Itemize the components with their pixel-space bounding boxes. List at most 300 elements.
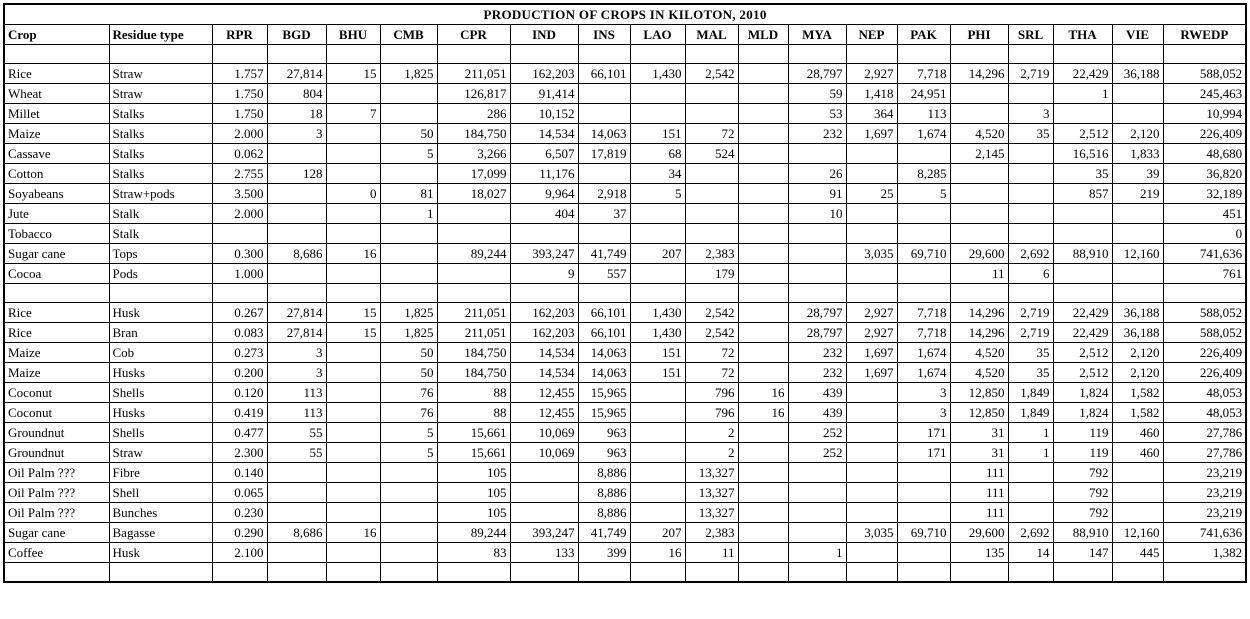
cell: 162,203 xyxy=(510,303,578,323)
cell xyxy=(630,483,685,503)
cell: 1.750 xyxy=(212,84,267,104)
cell xyxy=(1112,84,1163,104)
cell xyxy=(326,563,380,582)
cell xyxy=(1008,184,1053,204)
cell: 133 xyxy=(510,543,578,563)
table-row xyxy=(4,84,1246,104)
cell: 16 xyxy=(630,543,685,563)
cell xyxy=(1008,45,1053,64)
cell: 232 xyxy=(788,363,846,383)
cell: 13,327 xyxy=(685,503,738,523)
cell xyxy=(788,45,846,64)
cell: 10,152 xyxy=(510,104,578,124)
cell: 12,455 xyxy=(510,383,578,403)
cell xyxy=(578,563,630,582)
cell: 119 xyxy=(1053,443,1112,463)
cell xyxy=(897,144,950,164)
cell: Groundnut xyxy=(4,423,109,443)
table-row xyxy=(4,543,1246,563)
cell: 179 xyxy=(685,264,738,284)
cell xyxy=(578,224,630,244)
cell: 1,849 xyxy=(1008,403,1053,423)
cell: 792 xyxy=(1053,483,1112,503)
cell: 792 xyxy=(1053,463,1112,483)
cell: 0.273 xyxy=(212,343,267,363)
cell: 3 xyxy=(1008,104,1053,124)
cell: Shells xyxy=(109,383,212,403)
table-row xyxy=(4,523,1246,543)
cell: Oil Palm ??? xyxy=(4,503,109,523)
cell: 3 xyxy=(267,343,326,363)
cell: 0.230 xyxy=(212,503,267,523)
cell: 0.140 xyxy=(212,463,267,483)
cell: 111 xyxy=(950,483,1008,503)
cell: 66,101 xyxy=(578,323,630,343)
cell xyxy=(630,463,685,483)
cell: 451 xyxy=(1163,204,1246,224)
cell xyxy=(630,503,685,523)
cell: 35 xyxy=(1008,124,1053,144)
cell xyxy=(846,563,897,582)
cell: 761 xyxy=(1163,264,1246,284)
cell: Straw xyxy=(109,84,212,104)
table-title: PRODUCTION OF CROPS IN KILOTON, 2010 xyxy=(4,4,1246,25)
table-row xyxy=(4,423,1246,443)
cell: 2,542 xyxy=(685,64,738,84)
cell: 72 xyxy=(685,124,738,144)
cell xyxy=(738,303,788,323)
cell xyxy=(326,224,380,244)
cell: 2,542 xyxy=(685,303,738,323)
cell xyxy=(1008,483,1053,503)
cell: 15 xyxy=(326,323,380,343)
cell: 364 xyxy=(846,104,897,124)
cell: 211,051 xyxy=(437,64,510,84)
cell xyxy=(846,164,897,184)
cell: 11 xyxy=(950,264,1008,284)
cell: 151 xyxy=(630,343,685,363)
cell xyxy=(326,84,380,104)
cell: 35 xyxy=(1008,343,1053,363)
cell: 0.419 xyxy=(212,403,267,423)
cell: Rice xyxy=(4,323,109,343)
cell: 1 xyxy=(788,543,846,563)
cell xyxy=(738,124,788,144)
cell xyxy=(109,284,212,303)
cell: 741,636 xyxy=(1163,244,1246,264)
cell: 55 xyxy=(267,443,326,463)
cell: 17,099 xyxy=(437,164,510,184)
cell xyxy=(950,104,1008,124)
cell xyxy=(897,204,950,224)
column-header-bhu: BHU xyxy=(326,25,380,45)
cell: 8,886 xyxy=(578,483,630,503)
cell: 35 xyxy=(1008,363,1053,383)
cell: 0.290 xyxy=(212,523,267,543)
cell xyxy=(630,204,685,224)
cell: 1,674 xyxy=(897,124,950,144)
cell: 3,035 xyxy=(846,244,897,264)
cell: 2,927 xyxy=(846,64,897,84)
table-row xyxy=(4,45,1246,64)
cell: Cocoa xyxy=(4,264,109,284)
cell xyxy=(380,104,437,124)
cell xyxy=(510,503,578,523)
cell: Sugar cane xyxy=(4,244,109,264)
cell xyxy=(897,563,950,582)
cell: Jute xyxy=(4,204,109,224)
cell: 59 xyxy=(788,84,846,104)
cell xyxy=(630,284,685,303)
cell: 2,719 xyxy=(1008,323,1053,343)
cell: 524 xyxy=(685,144,738,164)
column-header-rpr: RPR xyxy=(212,25,267,45)
cell: 14,534 xyxy=(510,343,578,363)
cell: Maize xyxy=(4,124,109,144)
cell: 3,266 xyxy=(437,144,510,164)
cell: 15,661 xyxy=(437,423,510,443)
cell: 3 xyxy=(897,383,950,403)
cell: 393,247 xyxy=(510,244,578,264)
cell: 105 xyxy=(437,503,510,523)
cell: 252 xyxy=(788,423,846,443)
cell: Stalks xyxy=(109,164,212,184)
cell xyxy=(326,144,380,164)
cell: 113 xyxy=(267,403,326,423)
cell: 171 xyxy=(897,423,950,443)
cell xyxy=(510,224,578,244)
title-row xyxy=(4,4,1246,25)
cell xyxy=(1112,104,1163,124)
cell: Straw+pods xyxy=(109,184,212,204)
cell: 69,710 xyxy=(897,244,950,264)
cell: 1,430 xyxy=(630,64,685,84)
cell: 0.120 xyxy=(212,383,267,403)
table-row xyxy=(4,403,1246,423)
cell: Stalks xyxy=(109,144,212,164)
cell: 24,951 xyxy=(897,84,950,104)
cell xyxy=(326,463,380,483)
cell xyxy=(1008,224,1053,244)
table-row xyxy=(4,244,1246,264)
cell: 88,910 xyxy=(1053,523,1112,543)
cell: 66,101 xyxy=(578,64,630,84)
cell xyxy=(267,264,326,284)
cell xyxy=(1112,503,1163,523)
cell: 41,749 xyxy=(578,244,630,264)
table-row xyxy=(4,343,1246,363)
cell: Husks xyxy=(109,403,212,423)
cell: Maize xyxy=(4,363,109,383)
cell xyxy=(326,284,380,303)
table-row xyxy=(4,363,1246,383)
cell xyxy=(630,224,685,244)
cell xyxy=(788,244,846,264)
cell: Maize xyxy=(4,343,109,363)
cell: 27,786 xyxy=(1163,443,1246,463)
cell xyxy=(846,483,897,503)
cell: 1.750 xyxy=(212,104,267,124)
cell: 0.065 xyxy=(212,483,267,503)
cell: 72 xyxy=(685,363,738,383)
column-header-tha: THA xyxy=(1053,25,1112,45)
cell: Straw xyxy=(109,64,212,84)
cell: 588,052 xyxy=(1163,64,1246,84)
cell: 2.000 xyxy=(212,124,267,144)
cell xyxy=(326,124,380,144)
cell: 1,430 xyxy=(630,303,685,323)
cell xyxy=(1112,463,1163,483)
cell: 162,203 xyxy=(510,64,578,84)
cell: 5 xyxy=(380,144,437,164)
cell: 50 xyxy=(380,343,437,363)
cell xyxy=(1053,104,1112,124)
cell xyxy=(326,483,380,503)
cell xyxy=(380,244,437,264)
cell xyxy=(380,563,437,582)
cell xyxy=(578,45,630,64)
cell xyxy=(788,523,846,543)
cell: 1 xyxy=(1008,443,1053,463)
cell xyxy=(950,164,1008,184)
cell: Husk xyxy=(109,303,212,323)
cell xyxy=(1163,45,1246,64)
cell: 88 xyxy=(437,403,510,423)
cell xyxy=(1053,224,1112,244)
cell xyxy=(326,363,380,383)
cell: 105 xyxy=(437,483,510,503)
cell: 27,814 xyxy=(267,64,326,84)
cell xyxy=(846,403,897,423)
cell: 0.062 xyxy=(212,144,267,164)
cell: 0.083 xyxy=(212,323,267,343)
cell: 14,534 xyxy=(510,124,578,144)
cell xyxy=(437,264,510,284)
cell xyxy=(437,563,510,582)
cell xyxy=(380,84,437,104)
cell: 439 xyxy=(788,383,846,403)
cell: 3 xyxy=(267,363,326,383)
cell xyxy=(738,224,788,244)
cell xyxy=(788,284,846,303)
cell: 12,160 xyxy=(1112,523,1163,543)
cell xyxy=(1008,563,1053,582)
cell: 1 xyxy=(1053,84,1112,104)
column-header-mal: MAL xyxy=(685,25,738,45)
cell: 1,382 xyxy=(1163,543,1246,563)
column-header-vie: VIE xyxy=(1112,25,1163,45)
cell xyxy=(846,224,897,244)
cell xyxy=(4,563,109,582)
cell: 245,463 xyxy=(1163,84,1246,104)
cell: 2,383 xyxy=(685,523,738,543)
cell xyxy=(788,503,846,523)
cell: 10,994 xyxy=(1163,104,1246,124)
cell: 68 xyxy=(630,144,685,164)
table-row xyxy=(4,483,1246,503)
cell xyxy=(685,84,738,104)
cell xyxy=(897,503,950,523)
cell: 2,719 xyxy=(1008,303,1053,323)
cell: 88,910 xyxy=(1053,244,1112,264)
cell: 5 xyxy=(897,184,950,204)
cell xyxy=(846,264,897,284)
cell: 113 xyxy=(267,383,326,403)
cell: Coconut xyxy=(4,383,109,403)
cell xyxy=(685,184,738,204)
cell xyxy=(685,224,738,244)
cell: 16 xyxy=(738,383,788,403)
cell xyxy=(1112,264,1163,284)
cell: 91,414 xyxy=(510,84,578,104)
column-header-crop: Crop xyxy=(4,25,109,45)
cell: 34 xyxy=(630,164,685,184)
cell: 460 xyxy=(1112,423,1163,443)
cell xyxy=(109,563,212,582)
cell: 14,063 xyxy=(578,343,630,363)
cell xyxy=(897,543,950,563)
cell xyxy=(788,264,846,284)
cell: 12,850 xyxy=(950,383,1008,403)
cell: 14,296 xyxy=(950,303,1008,323)
cell: 557 xyxy=(578,264,630,284)
cell: 10,069 xyxy=(510,443,578,463)
cell: Husks xyxy=(109,363,212,383)
cell: 105 xyxy=(437,463,510,483)
cell: Oil Palm ??? xyxy=(4,463,109,483)
cell: 72 xyxy=(685,343,738,363)
cell xyxy=(685,45,738,64)
cell: 14,063 xyxy=(578,124,630,144)
cell xyxy=(950,184,1008,204)
cell xyxy=(738,503,788,523)
cell: 14,534 xyxy=(510,363,578,383)
cell: 29,600 xyxy=(950,244,1008,264)
cell xyxy=(578,164,630,184)
cell: 12,455 xyxy=(510,403,578,423)
cell: 83 xyxy=(437,543,510,563)
cell xyxy=(738,363,788,383)
cell xyxy=(380,483,437,503)
cell xyxy=(326,343,380,363)
cell xyxy=(685,284,738,303)
cell: 207 xyxy=(630,523,685,543)
column-header-cpr: CPR xyxy=(437,25,510,45)
cell xyxy=(738,64,788,84)
cell xyxy=(630,423,685,443)
cell: 1,825 xyxy=(380,323,437,343)
cell: 393,247 xyxy=(510,523,578,543)
cell: 128 xyxy=(267,164,326,184)
cell: Stalk xyxy=(109,204,212,224)
cell: 29,600 xyxy=(950,523,1008,543)
cell xyxy=(380,523,437,543)
cell: 14,296 xyxy=(950,323,1008,343)
column-header-mya: MYA xyxy=(788,25,846,45)
cell: Bagasse xyxy=(109,523,212,543)
cell: Bran xyxy=(109,323,212,343)
cell: 50 xyxy=(380,363,437,383)
table-row xyxy=(4,383,1246,403)
cell: 22,429 xyxy=(1053,303,1112,323)
cell: 39 xyxy=(1112,164,1163,184)
cell: 2.100 xyxy=(212,543,267,563)
cell xyxy=(738,343,788,363)
cell: 211,051 xyxy=(437,303,510,323)
cell xyxy=(267,184,326,204)
cell: 27,814 xyxy=(267,323,326,343)
cell: 1.757 xyxy=(212,64,267,84)
cell: 1,582 xyxy=(1112,403,1163,423)
cell: 588,052 xyxy=(1163,323,1246,343)
cell: 7,718 xyxy=(897,303,950,323)
cell: 2.755 xyxy=(212,164,267,184)
cell xyxy=(326,45,380,64)
cell: 7,718 xyxy=(897,64,950,84)
column-header-lao: LAO xyxy=(630,25,685,45)
cell xyxy=(788,463,846,483)
cell: 36,188 xyxy=(1112,64,1163,84)
cell: 184,750 xyxy=(437,363,510,383)
cell: 151 xyxy=(630,363,685,383)
cell: 135 xyxy=(950,543,1008,563)
cell: 2.000 xyxy=(212,204,267,224)
cell: 1,697 xyxy=(846,363,897,383)
cell: 0.200 xyxy=(212,363,267,383)
cell: 7,718 xyxy=(897,323,950,343)
cell: 15,661 xyxy=(437,443,510,463)
cell xyxy=(437,284,510,303)
cell xyxy=(846,284,897,303)
cell xyxy=(685,164,738,184)
cell: 1,582 xyxy=(1112,383,1163,403)
cell xyxy=(267,144,326,164)
cell: 18,027 xyxy=(437,184,510,204)
cell xyxy=(950,84,1008,104)
cell: 2,927 xyxy=(846,303,897,323)
cell xyxy=(437,204,510,224)
cell xyxy=(738,204,788,224)
cell xyxy=(1163,563,1246,582)
cell xyxy=(380,543,437,563)
cell: 7 xyxy=(326,104,380,124)
cell xyxy=(326,383,380,403)
cell: 41,749 xyxy=(578,523,630,543)
cell xyxy=(738,264,788,284)
cell xyxy=(738,144,788,164)
cell: 1,833 xyxy=(1112,144,1163,164)
cell xyxy=(380,463,437,483)
cell xyxy=(846,543,897,563)
cell: 31 xyxy=(950,423,1008,443)
cell: 27,786 xyxy=(1163,423,1246,443)
cell: 184,750 xyxy=(437,124,510,144)
table-row xyxy=(4,164,1246,184)
cell xyxy=(788,144,846,164)
cell xyxy=(578,284,630,303)
cell xyxy=(897,284,950,303)
cell: 81 xyxy=(380,184,437,204)
cell: 10,069 xyxy=(510,423,578,443)
table-row xyxy=(4,64,1246,84)
cell: 2,692 xyxy=(1008,244,1053,264)
cell xyxy=(510,45,578,64)
cell xyxy=(738,104,788,124)
cell xyxy=(897,45,950,64)
cell: 31 xyxy=(950,443,1008,463)
cell xyxy=(950,284,1008,303)
cell xyxy=(1112,284,1163,303)
